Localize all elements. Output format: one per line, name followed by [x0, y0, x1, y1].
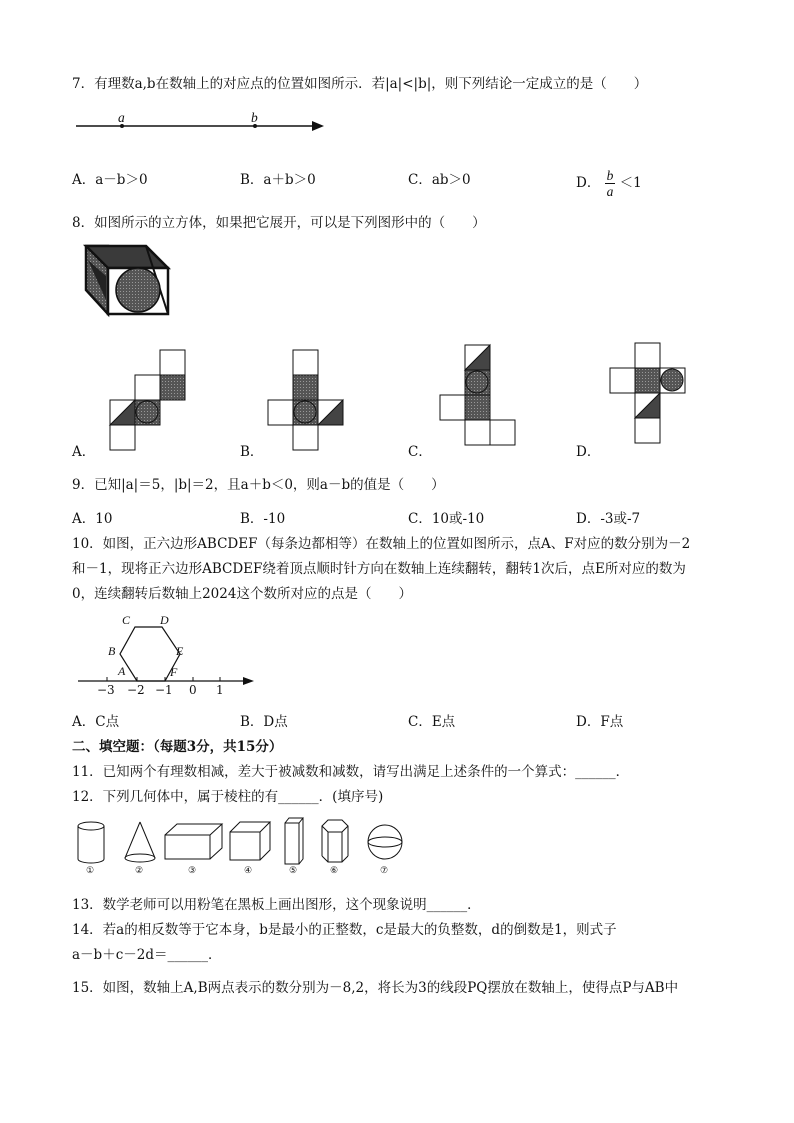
vertex-e-label: E: [176, 644, 184, 658]
q12-label-3: ③: [188, 866, 197, 876]
tick-label-0: 0: [189, 683, 197, 697]
q12-label-5: ⑤: [289, 866, 298, 876]
q14-stem-line2: a－b＋c－2d＝______．: [72, 947, 222, 963]
q8-stem: 8．如图所示的立方体，如果把它展开，可以是下列图形中的（ ）: [72, 215, 486, 231]
q12-label-4: ④: [244, 866, 253, 876]
q8-option-b: B．: [240, 444, 264, 460]
q10-option-b: B．D点: [240, 714, 288, 730]
vertex-f-label: F: [170, 665, 178, 679]
point-b-label: b: [251, 110, 258, 125]
q10-option-c: C．E点: [408, 714, 456, 730]
q13-stem: 13．数学老师可以用粉笔在黑板上画出图形，这个现象说明______．: [72, 897, 481, 913]
q9-stem: 9．已知|a|＝5，|b|＝2，且a＋b＜0，则a－b的值是（ ）: [72, 477, 445, 493]
q10-stem-line1: 10．如图，正六边形ABCDEF（每条边都相等）在数轴上的位置如图所示，点A、F对应的数分别为－2: [72, 536, 691, 552]
q9-option-a: A．10: [72, 511, 113, 527]
vertex-a-label: A: [118, 664, 126, 678]
q15-stem: 15．如图，数轴上A,B两点表示的数分别为－8,2，将长为3的线段PQ摆放在数轴上，使得点P与AB中: [72, 980, 679, 996]
q10-stem-line2: 和－1，现将正六边形ABCDEF绕着顶点顺时针方向在数轴上连续翻转，翻转1次后，点E所对应的数为: [72, 561, 686, 577]
q8-option-c: C．: [408, 444, 432, 460]
q7-stem: 7．有理数a,b在数轴上的对应点的位置如图所示．若|a|<|b|，则下列结论一定成立的是（ ）: [72, 76, 648, 92]
q12-label-7: ⑦: [380, 866, 389, 876]
q10-option-a: A．C点: [72, 714, 120, 730]
q12-label-1: ①: [86, 866, 95, 876]
tick-label-neg3: −3: [97, 683, 115, 697]
q10-option-d: D．F点: [576, 714, 624, 730]
vertex-c-label: C: [122, 613, 131, 627]
q12-stem: 12．下列几何体中，属于棱柱的有______．(填序号): [72, 789, 384, 805]
point-a-label: a: [118, 110, 125, 125]
q10-stem-line3: 0，连续翻转后数轴上2024这个数所对应的点是（ ）: [72, 586, 412, 602]
tick-label-neg2: −2: [127, 683, 145, 697]
q8-option-d: D．: [576, 444, 601, 460]
q7-option-d-rest: ＜1: [619, 175, 642, 191]
q11-stem: 11．已知两个有理数相减，差大于被减数和减数，请写出满足上述条件的一个算式：______．: [72, 764, 630, 780]
q9-option-b: B．-10: [240, 511, 286, 527]
q12-label-6: ⑥: [330, 866, 339, 876]
q7-option-c: C．ab＞0: [408, 172, 471, 188]
q9-option-d: D．-3或-7: [576, 511, 641, 527]
q7-option-d-label: D．: [576, 175, 601, 191]
q7-option-d-denominator: a: [606, 184, 614, 199]
q9-option-c: C．10或-10: [408, 511, 485, 527]
q7-option-b: B．a＋b＞0: [240, 172, 316, 188]
tick-label-1: 1: [216, 683, 224, 697]
q7-option-a: A．a－b＞0: [72, 172, 148, 188]
q12-label-2: ②: [135, 866, 144, 876]
tick-label-neg1: −1: [155, 683, 173, 697]
vertex-b-label: B: [108, 644, 116, 658]
q7-option-d-numerator: b: [606, 168, 614, 183]
q14-stem-line1: 14．若a的相反数等于它本身，b是最小的正整数，c是最大的负整数，d的倒数是1，则式子: [72, 922, 617, 938]
q8-option-a: A．: [72, 444, 96, 460]
vertex-d-label: D: [160, 613, 169, 627]
section-2-title: 二、填空题：（每题3分，共15分）: [72, 739, 283, 755]
